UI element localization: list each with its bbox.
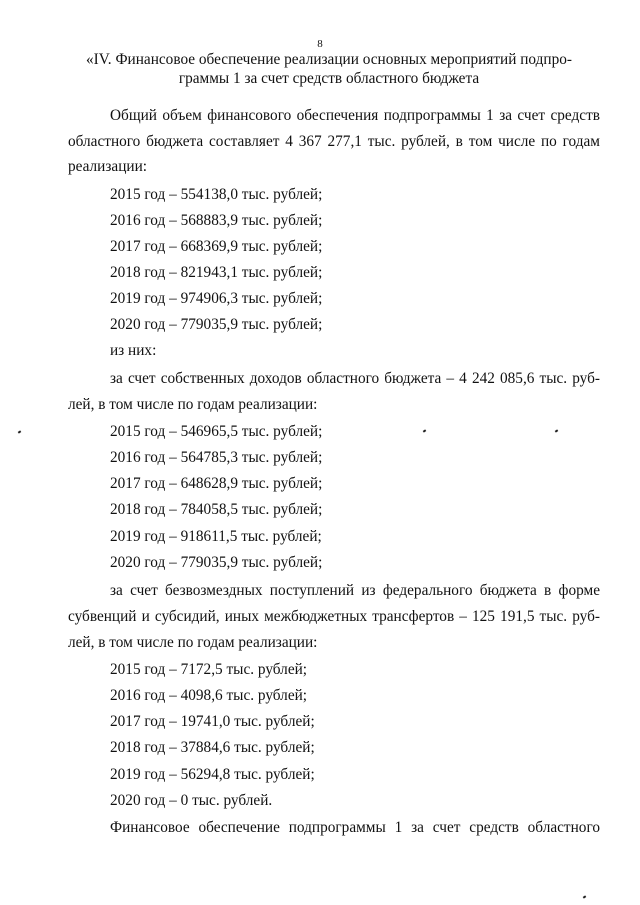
own-year-2016: 2016 год – 564785,3 тыс. рублей; <box>110 449 323 466</box>
total-year-2020: 2020 год – 779035,9 тыс. рублей; <box>110 316 323 333</box>
total-year-2019: 2019 год – 974906,3 тыс. рублей; <box>110 290 323 307</box>
federal-line1: за счет безвозмездных поступлений из федерального бюджета в форме <box>110 582 600 599</box>
federal-line2: субвенций и субсидий, иных межбюджетных трансфертов – 125 191,5 тыс. руб- <box>68 608 600 625</box>
federal-year-2016: 2016 год – 4098,6 тыс. рублей; <box>110 687 308 704</box>
federal-year-2017: 2017 год – 19741,0 тыс. рублей; <box>110 713 315 730</box>
own-year-2018: 2018 год – 784058,5 тыс. рублей; <box>110 501 323 518</box>
scan-speck <box>555 429 559 432</box>
own-income-line2: лей, в том числе по годам реализации: <box>68 396 318 413</box>
intro-line2: областного бюджета составляет 4 367 277,1 тыс. рублей, в том числе по годам <box>68 133 600 150</box>
own-year-2017: 2017 год – 648628,9 тыс. рублей; <box>110 475 323 492</box>
total-year-2015: 2015 год – 554138,0 тыс. рублей; <box>110 186 323 203</box>
page-number: 8 <box>317 38 323 50</box>
federal-year-2020: 2020 год – 0 тыс. рублей. <box>110 792 273 809</box>
scan-speck <box>18 430 22 433</box>
of-them-label: из них: <box>110 342 157 359</box>
federal-year-2015: 2015 год – 7172,5 тыс. рублей; <box>110 661 308 678</box>
own-year-2020: 2020 год – 779035,9 тыс. рублей; <box>110 554 323 571</box>
section-heading-line1: «IV. Финансовое обеспечение реализации основных мероприятий подпро- <box>85 51 572 68</box>
section-heading-line2: граммы 1 за счет средств областного бюджета <box>178 70 480 87</box>
total-year-2018: 2018 год – 821943,1 тыс. рублей; <box>110 264 323 281</box>
scan-speck <box>423 429 427 432</box>
intro-line3: реализации: <box>68 158 148 175</box>
own-year-2019: 2019 год – 918611,5 тыс. рублей; <box>110 528 322 545</box>
own-income-line1: за счет собственных доходов областного бюджета – 4 242 085,6 тыс. руб- <box>110 370 600 387</box>
total-year-2016: 2016 год – 568883,9 тыс. рублей; <box>110 212 323 229</box>
total-year-2017: 2017 год – 668369,9 тыс. рублей; <box>110 238 323 255</box>
federal-year-2018: 2018 год – 37884,6 тыс. рублей; <box>110 739 315 756</box>
scan-speck <box>583 895 587 898</box>
own-year-2015: 2015 год – 546965,5 тыс. рублей; <box>110 423 323 440</box>
federal-line3: лей, в том числе по годам реализации: <box>68 634 318 651</box>
federal-year-2019: 2019 год – 56294,8 тыс. рублей; <box>110 766 315 783</box>
intro-line1: Общий объем финансового обеспечения подпрограммы 1 за счет средств <box>110 107 600 124</box>
closing-line: Финансовое обеспечение подпрограммы 1 за счет средств областного <box>110 819 600 836</box>
